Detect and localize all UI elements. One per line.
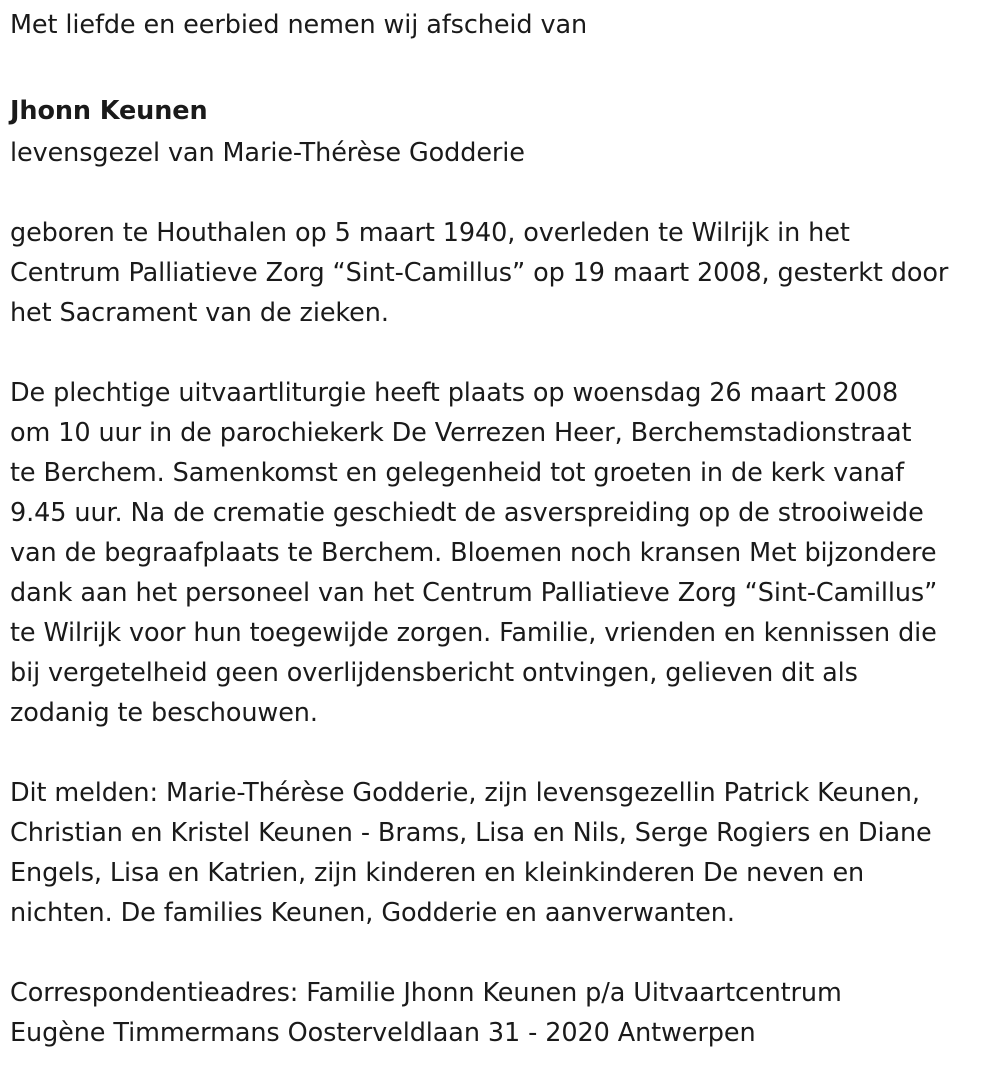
- spacer: [10, 333, 980, 373]
- text-line: Correspondentieadres: Familie Jhonn Keunen p/a Uitvaartcentrum: [10, 978, 842, 1008]
- text-line: 9.45 uur. Na de crematie geschiedt de asverspreiding op de strooiweide: [10, 498, 924, 528]
- text-line: Dit melden: Marie-Thérèse Godderie, zijn levensgezellin Patrick Keunen,: [10, 778, 920, 808]
- text-line: dank aan het personeel van het Centrum Palliatieve Zorg “Sint-Camillus”: [10, 578, 938, 608]
- spacer: [10, 933, 980, 973]
- ceremony-paragraph: [10, 373, 980, 733]
- text-line: geboren te Houthalen op 5 maart 1940, overleden te Wilrijk in het: [10, 218, 850, 248]
- text-line: Eugène Timmermans Oosterveldlaan 31 - 2020 Antwerpen: [10, 1018, 756, 1048]
- text-line: De plechtige uitvaartliturgie heeft plaats op woensdag 26 maart 2008: [10, 378, 899, 408]
- birth-death-paragraph: [10, 213, 980, 333]
- intro-line: Met liefde en eerbied nemen wij afscheid van: [10, 10, 588, 40]
- announcers-paragraph: [10, 773, 980, 933]
- text-line: om 10 uur in de parochiekerk De Verrezen Heer, Berchemstadionstraat: [10, 418, 912, 448]
- text-line: Centrum Palliatieve Zorg “Sint-Camillus” op 19 maart 2008, gesterkt door: [10, 258, 949, 288]
- text-line: te Wilrijk voor hun toegewijde zorgen. Familie, vrienden en kennissen die: [10, 618, 937, 648]
- deceased-name: Jhonn Keunen: [10, 96, 208, 126]
- text-line: bij vergetelheid geen overlijdensbericht ontvingen, gelieven dit als: [10, 658, 858, 688]
- spacer: [10, 45, 980, 85]
- text-line: het Sacrament van de zieken.: [10, 298, 389, 328]
- deceased-relation: levensgezel van Marie-Thérèse Godderie: [10, 138, 525, 168]
- text-line: van de begraafplaats te Berchem. Bloemen noch kransen Met bijzondere: [10, 538, 937, 568]
- correspondence-paragraph: [10, 973, 980, 1053]
- text-line: zodanig te beschouwen.: [10, 698, 318, 728]
- text-line: Engels, Lisa en Katrien, zijn kinderen en kleinkinderen De neven en: [10, 858, 865, 888]
- spacer: [10, 733, 980, 773]
- spacer: [10, 173, 980, 213]
- text-line: Christian en Kristel Keunen - Brams, Lisa en Nils, Serge Rogiers en Diane: [10, 818, 932, 848]
- text-line: te Berchem. Samenkomst en gelegenheid tot groeten in de kerk vanaf: [10, 458, 905, 488]
- text-line: nichten. De families Keunen, Godderie en aanverwanten.: [10, 898, 735, 928]
